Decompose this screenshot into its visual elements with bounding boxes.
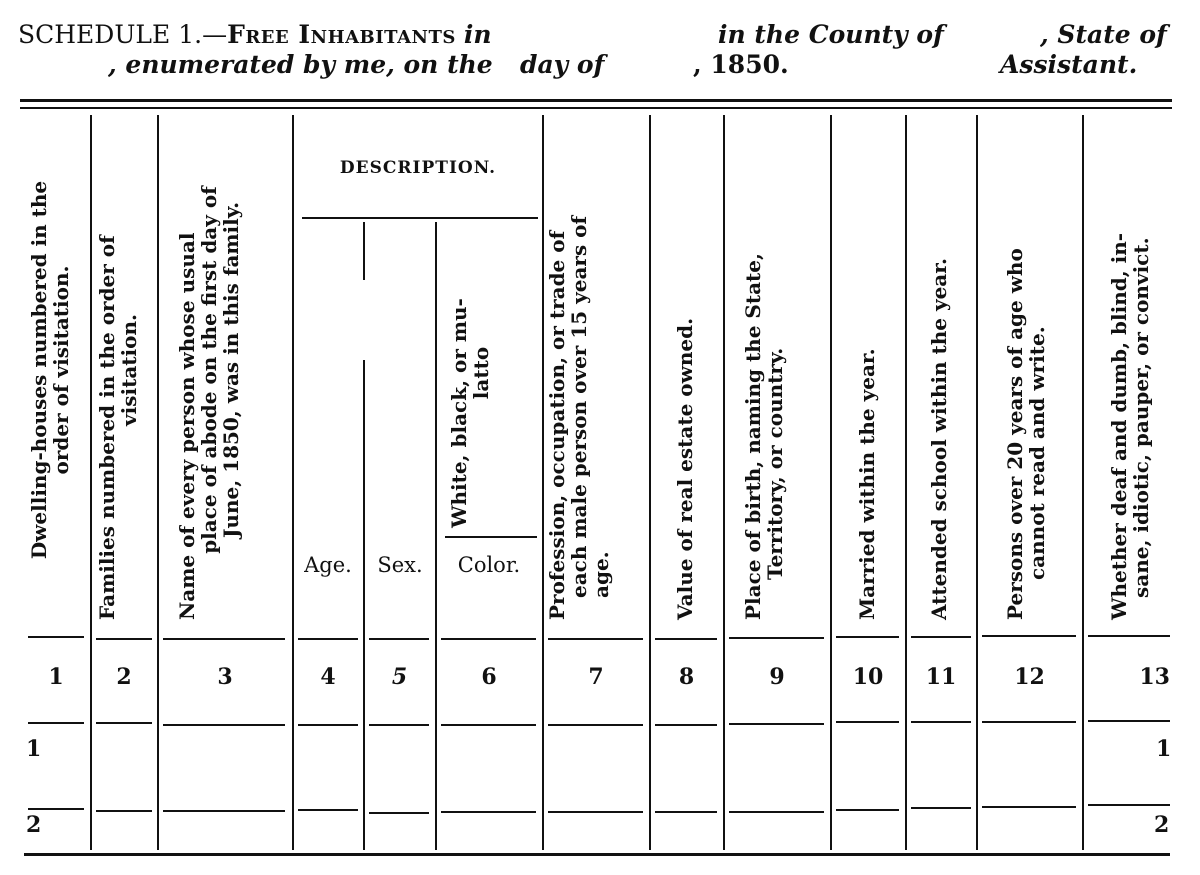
- column-number: 4: [320, 664, 336, 690]
- header-col-10-line-1: Married within the year.: [855, 348, 879, 620]
- column-number: 6: [481, 664, 497, 690]
- column-number: 10: [852, 664, 884, 690]
- entry-cell[interactable]: [651, 813, 722, 851]
- entry-cell[interactable]: [907, 813, 975, 851]
- header-col-6-line-1: White, black, or mu-: [447, 298, 471, 528]
- entry-cell[interactable]: [832, 726, 904, 806]
- entry-cell[interactable]: [365, 813, 434, 851]
- header-col-1-line-1: Dwelling-houses numbered in the: [27, 180, 51, 560]
- entry-cell[interactable]: [832, 813, 904, 851]
- row-label-left: 1: [26, 736, 42, 762]
- entry-cell[interactable]: [725, 726, 829, 806]
- description-group-header: DESCRIPTION.: [339, 158, 497, 178]
- header-col-4-age: Age.: [304, 553, 352, 577]
- entry-cell[interactable]: [92, 813, 156, 851]
- header-col-6-line-2: latto: [469, 346, 493, 400]
- title-state: , State of: [1040, 20, 1167, 49]
- title-in: in: [463, 20, 492, 49]
- header-col-13-line-1: Whether deaf and dumb, blind, in-: [1107, 232, 1131, 620]
- title-year: , 1850.: [693, 50, 789, 79]
- header-col-11-line-1: Attended school within the year.: [927, 258, 951, 620]
- header-col-9-line-1: Place of birth, naming the State,: [741, 253, 765, 620]
- entry-cell[interactable]: [544, 813, 648, 851]
- header-col-12-line-1: Persons over 20 years of age who: [1003, 248, 1027, 620]
- header-col-7-line-3: age.: [589, 551, 613, 598]
- schedule-title-line-2: [108, 50, 493, 79]
- entry-cell[interactable]: [907, 726, 975, 806]
- column-number: 13: [1139, 664, 1170, 690]
- row-label-right: 1: [1156, 736, 1172, 762]
- entry-cell[interactable]: [725, 813, 829, 851]
- top-rule-thin: [20, 107, 1172, 109]
- table-bottom-rule: [24, 853, 1170, 856]
- entry-cell[interactable]: [92, 726, 156, 806]
- entry-cell[interactable]: [437, 726, 541, 806]
- column-number: 5: [391, 664, 408, 690]
- entry-cell[interactable]: [294, 726, 362, 806]
- title-assistant: Assistant.: [1000, 50, 1138, 79]
- entry-cell[interactable]: [978, 813, 1081, 851]
- entry-cell[interactable]: [159, 726, 291, 806]
- divider-12-13: [1082, 115, 1084, 850]
- title-dash: —: [202, 20, 228, 49]
- column-number: 9: [769, 664, 785, 690]
- entry-cell[interactable]: [294, 813, 362, 851]
- header-col-7-line-1: Profession, occupation, or trade of: [545, 230, 569, 620]
- entry-cell[interactable]: [544, 726, 648, 806]
- header-col-9-line-2: Territory, or country.: [763, 347, 787, 580]
- column-number: 8: [678, 664, 695, 690]
- schedule-number: SCHEDULE 1.: [18, 20, 203, 49]
- title-enumerated: , enumerated by me, on the: [108, 50, 493, 79]
- row-label-left: 2: [26, 812, 42, 838]
- title-county: in the County of: [718, 20, 944, 49]
- header-col-3-line-2: place of abode on the first day of: [197, 186, 221, 554]
- title-day-of: day of: [520, 50, 605, 79]
- header-col-2-line-2: visitation.: [117, 314, 141, 426]
- schedule-name: Free Inhabitants: [227, 20, 456, 49]
- entry-cell[interactable]: [651, 726, 722, 806]
- column-number: 12: [1014, 664, 1045, 690]
- entry-cell[interactable]: [437, 813, 541, 851]
- entry-cell[interactable]: [365, 726, 434, 806]
- column-number: 2: [116, 664, 132, 690]
- header-col-6-color: Color.: [457, 553, 521, 577]
- top-rule-thick: [20, 99, 1172, 102]
- description-underline: [302, 217, 538, 219]
- color-underline: [445, 536, 537, 538]
- header-col-7-line-2: each male person over 15 years of: [567, 215, 591, 598]
- header-col-1-line-2: order of visitation.: [49, 265, 73, 475]
- divider-4-5-upper: [363, 222, 365, 280]
- entry-cell[interactable]: [159, 813, 291, 851]
- header-col-2-line-1: Families numbered in the order of: [95, 235, 119, 620]
- header-col-3-line-3: June, 1850, was in this family.: [219, 201, 243, 539]
- column-number: 3: [217, 664, 233, 690]
- row-label-right: 2: [1154, 812, 1170, 838]
- column-number: 11: [925, 664, 957, 690]
- header-col-13-line-2: sane, idiotic, pauper, or convict.: [1129, 237, 1153, 598]
- header-col-8-line-1: Value of real estate owned.: [673, 317, 697, 620]
- column-number: 1: [48, 664, 64, 690]
- column-number: 7: [588, 664, 604, 690]
- schedule-title-line-1: [18, 20, 492, 49]
- entry-cell[interactable]: [978, 726, 1081, 806]
- header-col-5-sex: Sex.: [377, 553, 423, 577]
- header-col-3-line-1: Name of every person whose usual: [175, 232, 199, 620]
- header-col-12-line-2: cannot read and write.: [1025, 326, 1049, 580]
